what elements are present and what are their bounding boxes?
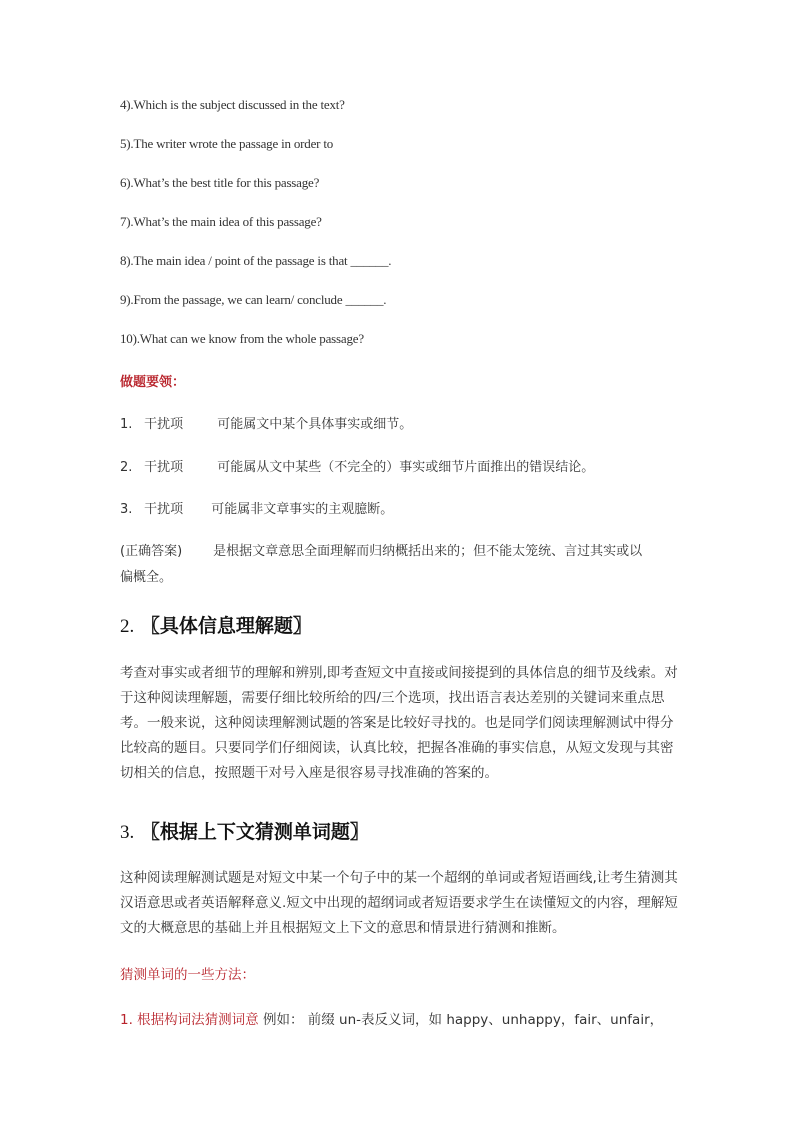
method-text: 例如： 前缀 un-表反义词，如 happy、unhappy，fair、unfair， bbox=[262, 1012, 664, 1028]
section-3-heading bbox=[120, 817, 369, 844]
tip-label: 干扰项 bbox=[144, 417, 184, 432]
correct-answer-label: (正确答案) bbox=[120, 544, 183, 559]
section-title: 〖根据上下文猜测单词题〗 bbox=[140, 821, 369, 843]
section-number: 3. bbox=[120, 822, 135, 843]
tip-2 bbox=[120, 456, 594, 475]
section-2-paragraph: 考查对事实或者细节的理解和辨别,即考查短文中直接或间接提到的具体信息的细节及线索。对于这种阅读理解题，需要仔细比较所给的四/三个选项，找出语言表达差别的关键词来重点思考。一般来说，这种阅读理解测试题的答案是比较好寻找的。也是同学们阅读理解测试中得分比较高的题目。只要同学们仔细阅读，认真比较，把握各准确的事实信息，从短文发现与其密切相关的信息，按照题干对号入座是很容易寻找准确的答案的。 bbox=[120, 665, 678, 781]
correct-answer-line-2: 偏概全。 bbox=[120, 570, 173, 585]
tip-number: 2. bbox=[120, 460, 133, 475]
section-title: 〖具体信息理解题〗 bbox=[140, 615, 312, 637]
tip-label: 干扰项 bbox=[144, 460, 184, 475]
method-1 bbox=[120, 1008, 663, 1028]
method-label: 1. 根据构词法猜测词意 bbox=[120, 1012, 259, 1028]
correct-answer-line-1 bbox=[120, 540, 642, 559]
methods-heading: 猜测单词的一些方法： bbox=[120, 967, 255, 983]
tip-1 bbox=[120, 413, 412, 432]
tip-3 bbox=[120, 498, 393, 517]
question-10: 10).What can we know from the whole passage? bbox=[120, 331, 364, 346]
question-5: 5).The writer wrote the passage in order to bbox=[120, 136, 334, 151]
section-3-paragraph: 这种阅读理解测试题是对短文中某一个句子中的某一个超纲的单词或者短语画线,让考生猜测其汉语意思或者英语解释意义.短文中出现的超纲词或者短语要求学生在读懂短文的内容，理解短文的大概意思的基础上并且根据短文上下文的意思和情景进行猜测和推断。 bbox=[120, 870, 678, 936]
tip-description: 可能属文中某个具体事实或细节。 bbox=[217, 417, 413, 432]
correct-answer-text: 是根据文章意思全面理解而归纳概括出来的；但不能太笼统、言过其实或以 bbox=[213, 544, 643, 559]
tip-description: 可能属从文中某些（不完全的）事实或细节片面推出的错误结论。 bbox=[217, 460, 595, 475]
question-9: 9).From the passage, we can learn/ conclude ______. bbox=[120, 292, 387, 307]
question-7: 7).What’s the main idea of this passage? bbox=[120, 214, 322, 229]
tip-number: 1. bbox=[120, 417, 133, 432]
question-8: 8).The main idea / point of the passage is that ______. bbox=[120, 253, 392, 268]
tip-description: 可能属非文章事实的主观臆断。 bbox=[211, 502, 394, 517]
section-number: 2. bbox=[120, 616, 135, 637]
question-4: 4).Which is the subject discussed in the text? bbox=[120, 97, 345, 112]
tip-number: 3. bbox=[120, 502, 133, 517]
question-6: 6).What’s the best title for this passage? bbox=[120, 175, 320, 190]
section-2-heading bbox=[120, 611, 312, 638]
tips-heading: 做题要领： bbox=[120, 375, 186, 390]
tip-label: 干扰项 bbox=[144, 502, 184, 517]
